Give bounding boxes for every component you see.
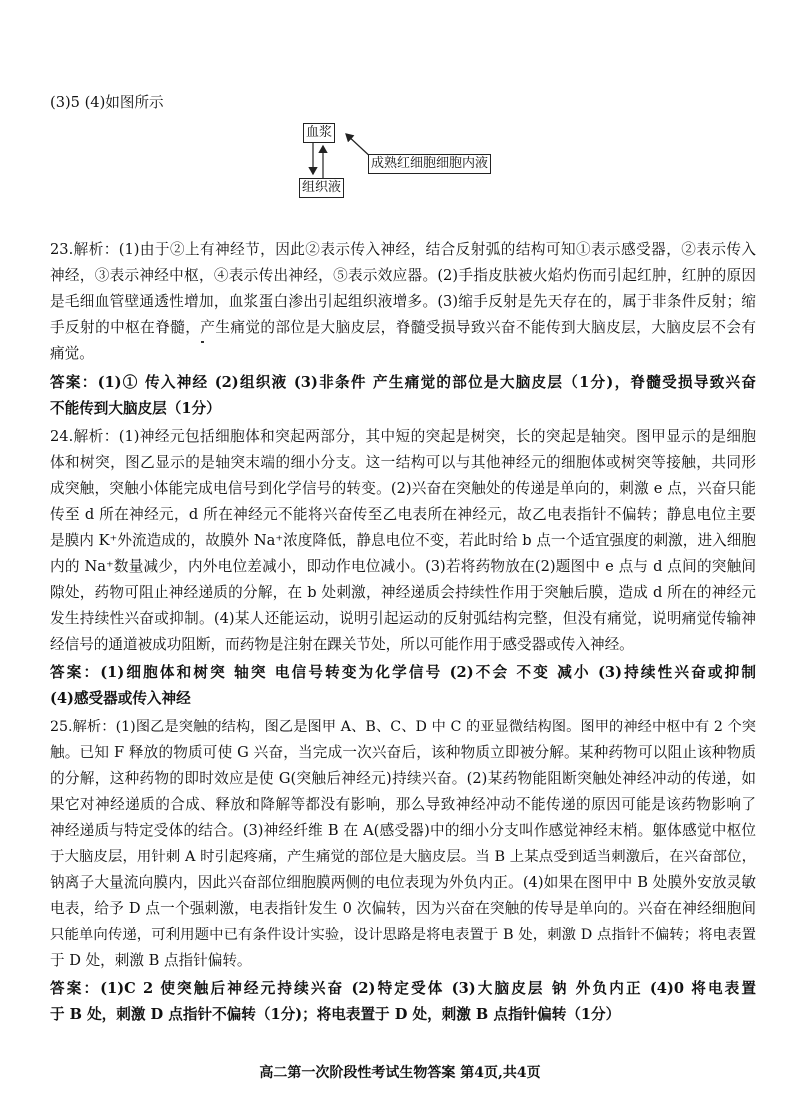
q25-answer-1: 答案：(1)C 2 使突触后神经元持续兴奋 (2)特定受体 (3)大脑皮层 钠 外负内正 (4)0 将电表置	[50, 980, 756, 997]
q25-line-1: 25.解析：(1)图乙是突触的结构，图乙是图甲 A、B、C、D 中 C 的亚显微结构图。图甲的神经中枢中有 2 个突	[50, 719, 756, 735]
q25-line-4: 果它对神经递质的合成、释放和降解等都没有影响，那么导致神经冲动不能传递的原因可能是该药物影响了	[50, 796, 756, 813]
q25-line-7: 钠离子大量流向膜内，因此兴奋部位细胞膜两侧的电位表现为外负内正。(4)如果在图甲中 B 处膜外安放灵敏	[50, 874, 756, 891]
q24-line-2: 体和树突，图乙显示的是轴突末端的细小分支。这一结构可以与其他神经元的细胞体或树突等接触，共同形	[50, 454, 756, 471]
q25-line-9: 只能单向传递，可利用题中已有条件设计实验，设计思路是将电表置于 B 处，刺激 D 点指针不偏转；将电表置	[50, 927, 756, 943]
q23-line-5: 痛觉。	[50, 345, 94, 362]
q23-line-2: 神经，③表示神经中枢，④表示传出神经，⑤表示效应器。(2)手指皮肤被火焰灼伤而引起红肿，红肿的原因	[50, 267, 756, 284]
q23-line-4: 手反射的中枢在脊髓，产生痛觉的部位是大脑皮层，脊髓受损导致兴奋不能传到大脑皮层，大脑皮层不会有	[50, 319, 756, 336]
q24-line-6: 内的 Na⁺数量减少，内外电位差减小，即动作电位减小。(3)若将药物放在(2)题图中 e 点与 d 点间的突触间	[50, 558, 756, 575]
stray-mark	[201, 341, 204, 343]
q23-answer-1: 答案：(1)① 传入神经 (2)组织液 (3)非条件 产生痛觉的部位是大脑皮层（1分)，脊髓受损导致兴奋	[50, 374, 756, 391]
q24-line-4: 传至 d 所在神经元，d 所在神经元不能将兴奋传至乙电表所在神经元，故乙电表指针不偏转；静息电位主要	[50, 506, 756, 523]
q25-line-3: 的分解，这种药物的即时效应是使 G(突触后神经元)持续兴奋。(2)某药物能阻断突触处神经冲动的传递，如	[50, 770, 756, 787]
q24-answer-1: 答案：(1)细胞体和树突 轴突 电信号转变为化学信号 (2)不会 不变 减小 (3)持续性兴奋或抑制	[50, 664, 756, 681]
q23-line-1: 23.解析：(1)由于②上有神经节，因此②表示传入神经，结合反射弧的结构可知①表示感受器，②表示传入	[50, 241, 756, 258]
q25-line-8: 电表，给予 D 点一个强刺激，电表指针发生 0 次偏转，因为兴奋在突触的传导是单向的。兴奋在神经细胞间	[50, 900, 756, 917]
q23-line-3: 是毛细血管壁通透性增加，血浆蛋白渗出引起组织液增多。(3)缩手反射是先天存在的，属于非条件反射；缩	[50, 293, 756, 310]
q24-line-5: 是膜内 K⁺外流造成的，故膜外 Na⁺浓度降低，静息电位不变，若此时给 b 点一个适宜强度的刺激，进入细胞	[50, 532, 756, 549]
part-header: (3)5 (4)如图所示	[50, 94, 164, 111]
body-fluid-diagram	[296, 120, 496, 200]
q24-line-8: 发生持续性兴奋或抑制。(4)某人还能运动，说明引起运动的反射弧结构完整，但没有痛觉，说明痛觉传输神	[50, 610, 756, 627]
rbc-fluid-box: 成熟红细胞细胞内液	[368, 154, 491, 174]
q23-answer-2: 不能传到大脑皮层（1分）	[50, 400, 221, 417]
q24-line-3: 成突触，突触小体能完成电信号到化学信号的转变。(2)兴奋在突触处的传递是单向的，刺激 e 点，兴奋只能	[50, 480, 756, 497]
q24-line-1: 24.解析：(1)神经元包括细胞体和突起两部分，其中短的突起是树突，长的突起是轴突。图甲显示的是细胞	[50, 428, 756, 445]
q25-answer-2: 于 B 处，刺激 D 点指针不偏转（1分)；将电表置于 D 处，刺激 B 点指针偏转（1分）	[50, 1006, 621, 1023]
q25-line-2: 触。已知 F 释放的物质可使 G 兴奋，当完成一次兴奋后，该种物质立即被分解。某种药物可以阻止该种物质	[50, 744, 756, 761]
q25-line-5: 神经递质与特定受体的结合。(3)神经纤维 B 在 A(感受器)中的细小分支叫作感觉神经末梢。躯体感觉中枢位	[50, 822, 756, 839]
q24-line-7: 隙处，药物可阻止神经递质的分解，在 b 处刺激，神经递质会持续性作用于突触后膜，造成 d 所在的神经元	[50, 584, 756, 601]
q25-line-10: 于 D 处，刺激 B 点指针偏转。	[50, 952, 252, 969]
page-footer: 高二第一次阶段性考试生物答案 第4页,共4页	[259, 1065, 541, 1081]
q24-answer-2: (4)感受器或传入神经	[50, 690, 191, 707]
plasma-box: 血浆	[303, 123, 335, 143]
tissue-fluid-box: 组织液	[299, 178, 344, 198]
q24-line-9: 经信号的通道被成功阻断，而药物是注射在踝关节处，所以可能作用于感受器或传入神经。	[50, 636, 634, 653]
q25-line-6: 于大脑皮层，用针刺 A 时引起疼痛，产生痛觉的部位是大脑皮层。当 B 上某点受到适当刺激后，在兴奋部位，	[50, 849, 756, 865]
